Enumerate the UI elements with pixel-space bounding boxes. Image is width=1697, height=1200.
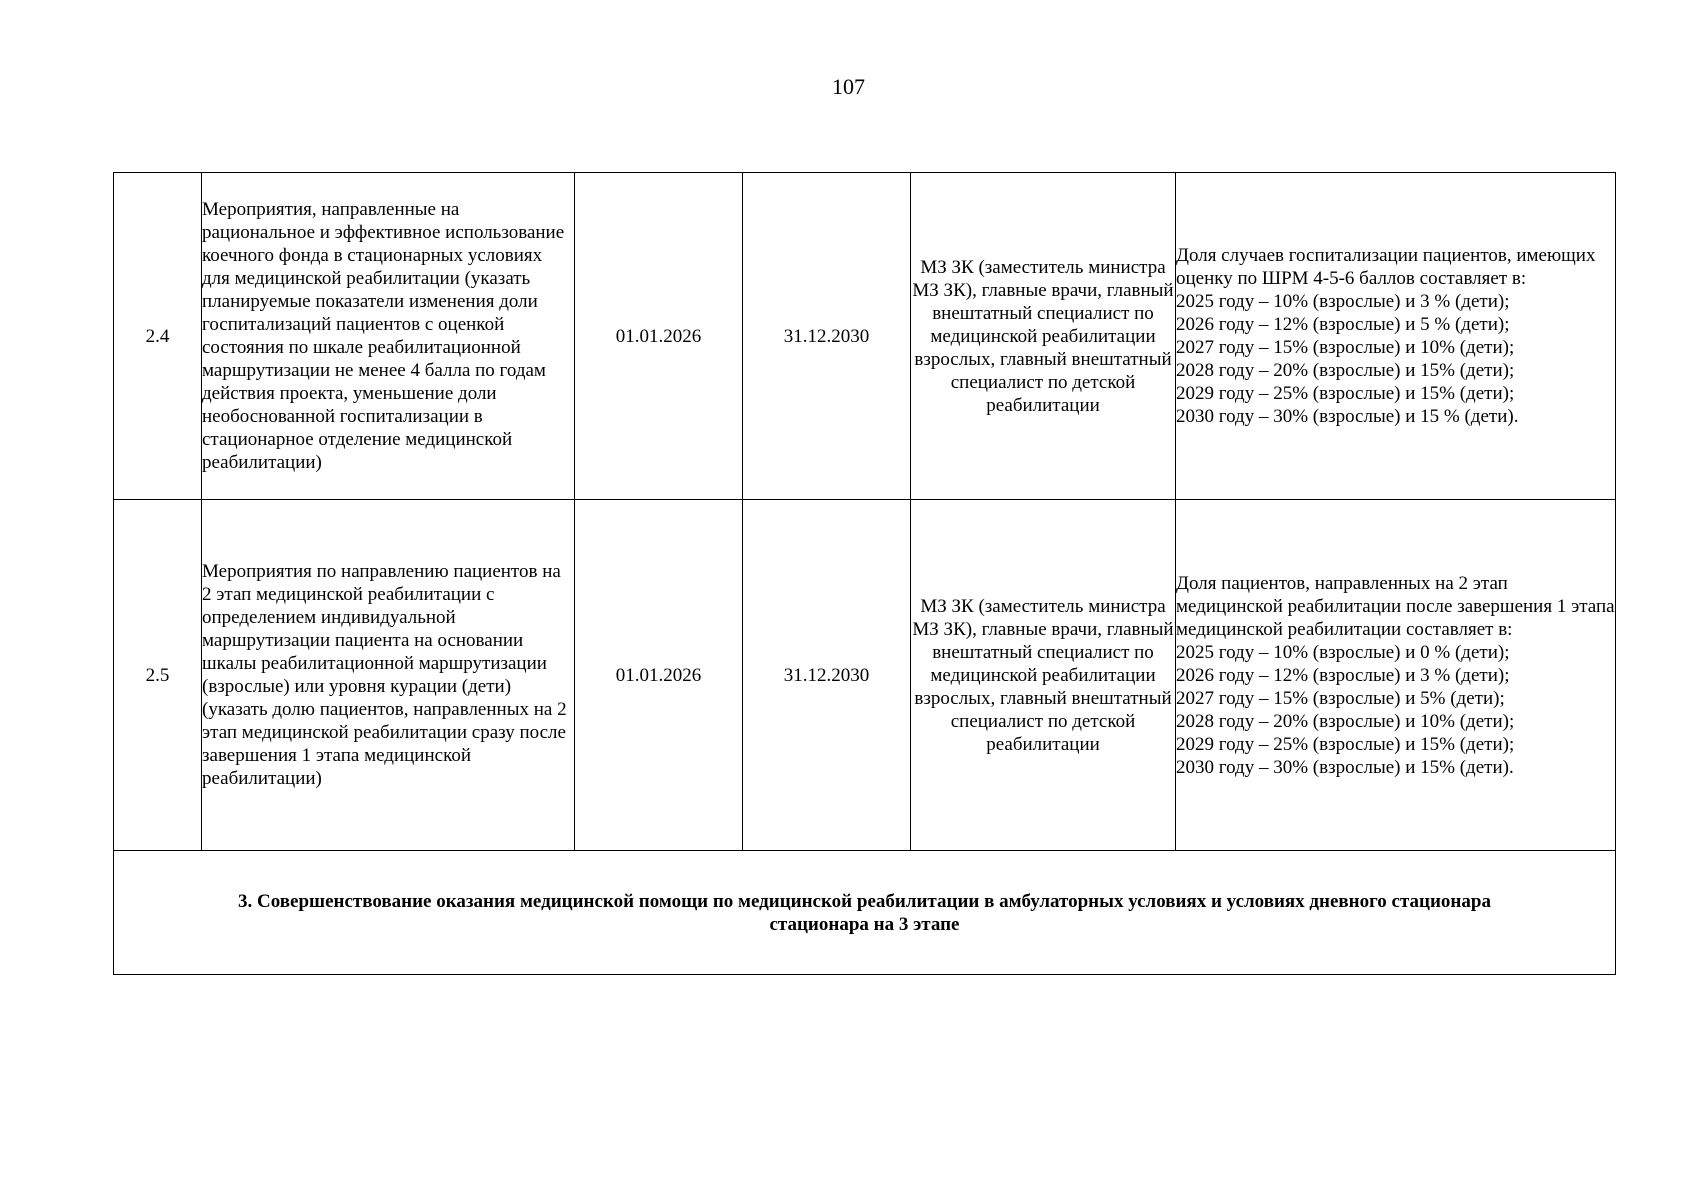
indicator-intro: Доля пациентов, направленных на 2 этап медицинской реабилитации после завершения 1 этапа медицинской реабилитации составляет в: — [1176, 572, 1615, 640]
event-description — [202, 500, 575, 851]
indicator-intro: Доля случаев госпитализации пациентов, имеющих оценку по ШРМ 4-5-6 баллов составляет в: — [1176, 245, 1596, 289]
event-description — [202, 173, 575, 500]
table-row — [114, 500, 1616, 851]
indicator-line: 2029 году – 25% (взрослые) и 15% (дети); — [1176, 383, 1515, 404]
indicator-line: 2026 году – 12% (взрослые) и 5 % (дети); — [1176, 314, 1510, 335]
indicator-line: 2027 году – 15% (взрослые) и 5% (дети); — [1176, 687, 1505, 709]
indicator-line: 2025 году – 10% (взрослые) и 0 % (дети); — [1176, 641, 1510, 663]
indicator-line: 2028 году – 20% (взрослые) и 10% (дети); — [1176, 710, 1515, 732]
start-date: 01.01.2026 — [575, 500, 743, 851]
indicator-cell — [1176, 500, 1616, 851]
start-date: 01.01.2026 — [575, 173, 743, 500]
indicator-line: 2026 году – 12% (взрослые) и 3 % (дети); — [1176, 664, 1510, 686]
section-heading-line: стационара на 3 этапе — [769, 913, 960, 935]
responsible-party: МЗ ЗК (заместитель министра МЗ ЗК), главные врачи, главный внештатный специалист по медицинской реабилитации взрослых, главный внештатный специалист по детской реабилитации — [911, 500, 1176, 851]
end-date: 31.12.2030 — [743, 173, 911, 500]
row-number: 2.4 — [114, 173, 202, 500]
indicator-cell — [1176, 173, 1616, 500]
indicator-line: 2030 году – 30% (взрослые) и 15 % (дети). — [1176, 406, 1519, 427]
responsible-party: МЗ ЗК (заместитель министра МЗ ЗК), главные врачи, главный внештатный специалист по медицинской реабилитации взрослых, главный внештатный специалист по детской реабилитации — [911, 173, 1176, 500]
end-date: 31.12.2030 — [743, 500, 911, 851]
section-row — [114, 851, 1616, 975]
indicator-line: 2029 году – 25% (взрослые) и 15% (дети); — [1176, 733, 1515, 755]
event-text: Мероприятия, направленные на рациональное и эффективное использование коечного фонда в стационарных условиях для медицинской реабилитации (указать планируемые показатели изменения доли госпитализаций пациентов с оценкой состояния по шкале реабилитационной маршрутизации не менее 4 балла по годам действия проекта, уменьшение доли необоснованной госпитализации в стационарное отделение медицинской реабилитации) — [202, 199, 565, 473]
row-number: 2.5 — [114, 500, 202, 851]
section-heading — [114, 851, 1616, 975]
section-heading-line: 3. Совершенствование оказания медицинской помощи по медицинской реабилитации в амбулаторных условиях и условиях дневного стационара — [238, 890, 1491, 912]
event-text: Мероприятия по направлению пациентов на 2 этап медицинской реабилитации с определением индивидуальной маршрутизации пациента на основании шкалы реабилитационной маршрутизации (взрослые) или уровня курации (дети) (указать долю пациентов, направленных на 2 этап медицинской реабилитации сразу после завершения 1 этапа медицинской реабилитации) — [202, 561, 567, 789]
indicator-line: 2030 году – 30% (взрослые) и 15% (дети). — [1176, 756, 1514, 778]
indicator-line: 2025 году – 10% (взрослые) и 3 % (дети); — [1176, 291, 1510, 312]
indicator-line: 2028 году – 20% (взрослые) и 15% (дети); — [1176, 360, 1515, 381]
plan-table — [113, 172, 1616, 975]
table-row — [114, 173, 1616, 500]
page-number: 107 — [832, 74, 865, 99]
indicator-line: 2027 году – 15% (взрослые) и 10% (дети); — [1176, 337, 1515, 358]
